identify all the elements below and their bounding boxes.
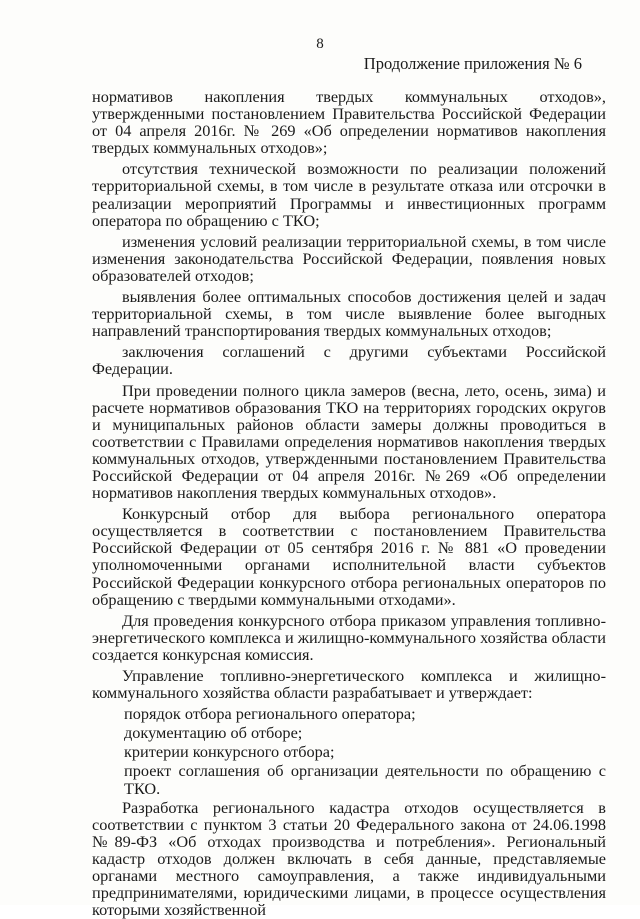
paragraph: нормативов накопления твердых коммунальных отходов», утвержденными постановлением Правительства Российской Федерации от 04 апреля 2016г. № 269 «Об определении нормативов накопления твердых коммунальных отходов»; xyxy=(92,87,606,158)
page-number: 8 xyxy=(316,36,324,52)
paragraph: выявления более оптимальных способов достижения целей и задач территориальной схемы, в том числе выявление более выгодных направлений транспортирования твердых коммунальных отходов; xyxy=(92,287,606,341)
paragraph: Конкурсный отбор для выбора регионального оператора осуществляется в соответствии с постановлением Правительства Российской Федерации от 05 сентября 2016 г. № 881 «О проведении уполномоченными органами исполнительной власти субъектов Российской Федерации конкурсного отбора региональных операторов по обращению с твердыми коммунальными отходами». xyxy=(92,504,606,609)
paragraph: изменения условий реализации территориальной схемы, в том числе изменения законодательства Российской Федерации, появления новых образователей отходов; xyxy=(92,231,606,285)
paragraph: заключения соглашений с другими субъектами Российской Федерации. xyxy=(92,342,606,379)
paragraph: отсутствия технической возможности по реализации положений территориальной схемы, в том числе в результате отказа или отсрочки в реализации мероприятий Программы и инвестиционных программ оператора по обращению с ТКО; xyxy=(92,159,606,230)
list-item: проект соглашения об организации деятельности по обращению с ТКО. xyxy=(124,761,606,798)
paragraph: Для проведения конкурсного отбора приказом управления топливно-энергетического комплекса и жилищно-коммунального хозяйства области создается конкурсная комиссия. xyxy=(92,610,606,664)
paragraph: Разработка регионального кадастра отходов осуществляется в соответствии с пунктом 3 статьи 20 Федерального закона от 24.06.1998 №89-ФЗ «Об отходах производства и потребления». Региональный кадастр отходов должен включать в себя данные, представляемые органами местного самоуправления, а также индивидуальными предпринимателями, юридическими лицами, в процессе осуществления которыми хозяйственной xyxy=(92,797,606,919)
list-item: документацию об отборе; xyxy=(124,723,303,743)
appendix-continuation-header: Продолжение приложения № 6 xyxy=(363,54,582,73)
paragraph: При проведении полного цикла замеров (весна, лето, осень, зима) и расчете нормативов образования ТКО на территориях городских округов и муниципальных районов области замеры должны проводиться в соответствии с Правилами определения нормативов накопления твердых коммунальных отходов, утвержденными постановлением Правительства Российской Федерации от 04 апреля 2016г. №269 «Об определении нормативов накопления твердых коммунальных отходов». xyxy=(92,380,606,503)
list-item: критерии конкурсного отбора; xyxy=(124,742,335,762)
list-item: порядок отбора регионального оператора; xyxy=(124,704,416,724)
document-body xyxy=(92,88,606,918)
paragraph: Управление топливно-энергетического комплекса и жилищно-коммунального хозяйства области разрабатывает и утверждает: xyxy=(92,666,606,703)
